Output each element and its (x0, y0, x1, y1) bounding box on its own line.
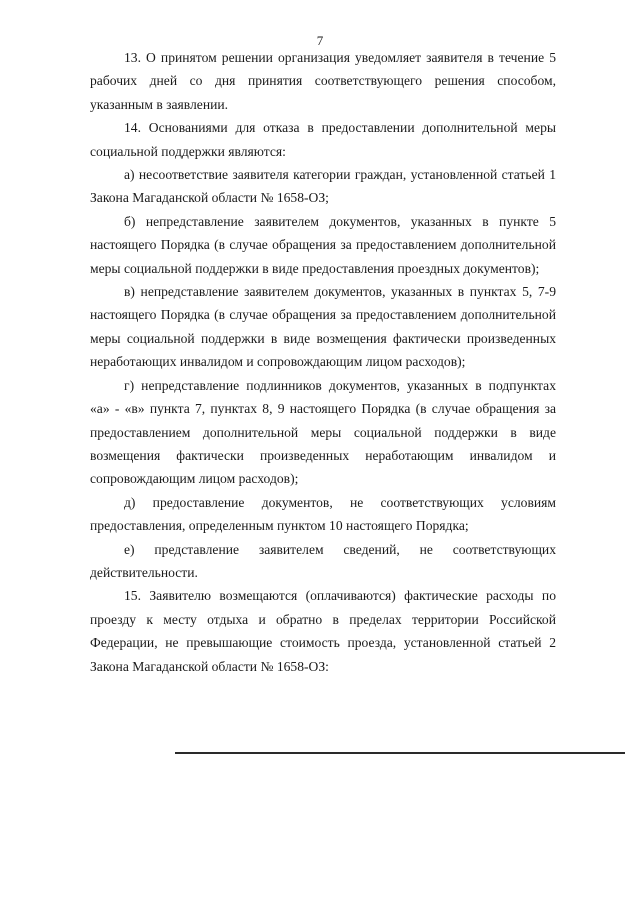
paragraph-15: 15. Заявителю возмещаются (оплачиваются) фактические расходы по проезду к месту отдыха и обратно в пределах территории Российской Федерации, не превышающие стоимость проезда, установленной статьей 2 Закона Магаданской области № 1658-ОЗ: (90, 588, 556, 674)
subitem-g: г) непредставление подлинников документов, указанных в подпунктах «а» - «в» пункта 7, пунктах 8, 9 настоящего Порядка (в случае обращения за предоставлением дополнительной меры социальной поддержки в виде возмещения фактически произведенных неработающим инвалидом и сопровождающим лицом расходов); (90, 377, 556, 487)
page-number: 7 (316, 33, 324, 48)
paragraph-13: 13. О принятом решении организация уведомляет заявителя в течение 5 рабочих дней со дня принятия соответствующего решения способом, указанным в заявлении. (90, 50, 556, 112)
subitem-e: е) представление заявителем сведений, не соответствующих действительности. (90, 541, 556, 580)
subitem-b: б) непредставление заявителем документов, указанных в пункте 5 настоящего Порядка (в случае обращения за предоставлением дополнительной меры социальной поддержки в виде предоставления проездных документов); (90, 213, 556, 276)
document-body (90, 46, 556, 678)
subitem-a: а) несоответствие заявителя категории граждан, установленной статьей 1 Закона Магаданской области № 1658-ОЗ; (90, 167, 556, 206)
subitem-v: в) непредставление заявителем документов, указанных в пунктах 5, 7-9 настоящего Порядка (в случае обращения за предоставлением дополнительной меры социальной поддержки в виде возмещения фактически произведенных неработающих инвалидом и сопровождающим лицом расходов); (90, 284, 556, 370)
subitem-d: д) предоставление документов, не соответствующих условиям предоставления, определенным пунктом 10 настоящего Порядка; (90, 494, 556, 534)
footer-rule (175, 752, 625, 754)
paragraph-14: 14. Основаниями для отказа в предоставлении дополнительной меры социальной поддержки являются: (90, 120, 556, 159)
